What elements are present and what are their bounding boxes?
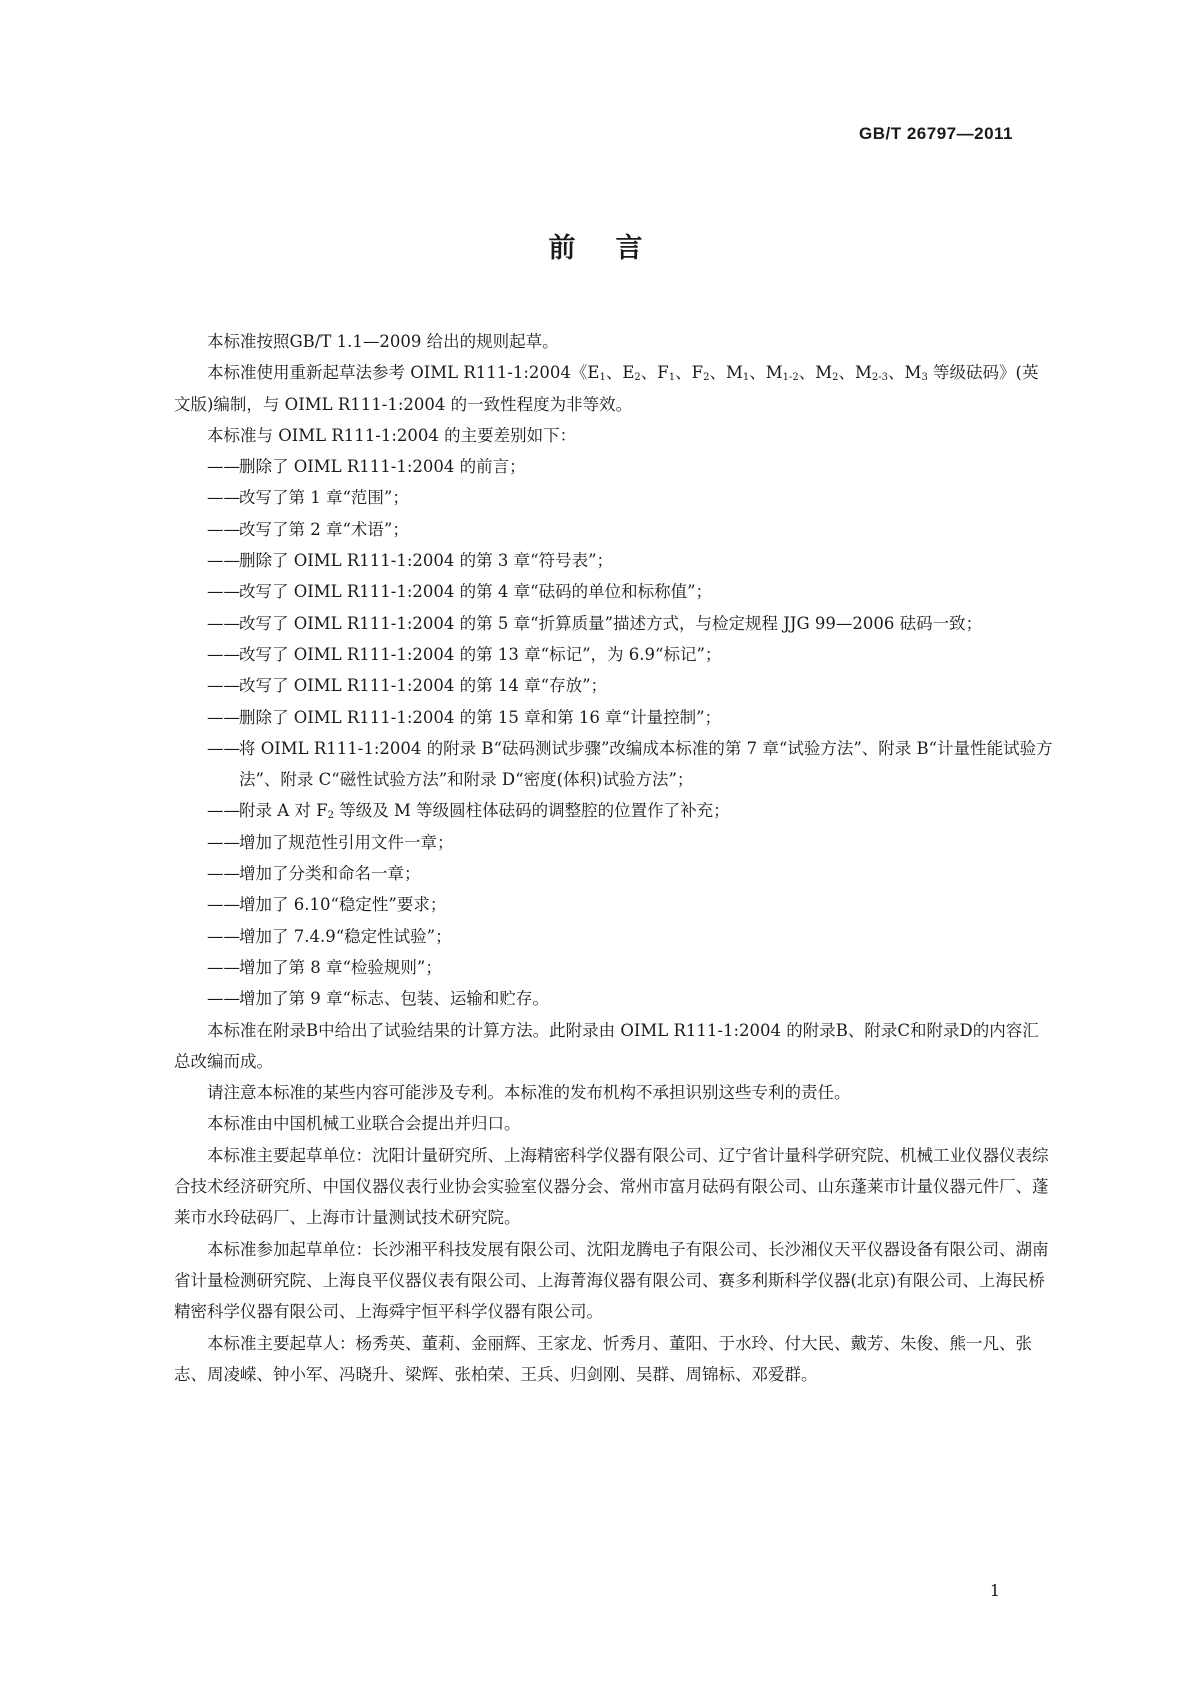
text-run: 、F — [675, 363, 704, 383]
dash-mark: —— — [207, 801, 240, 821]
list-item-text: 增加了 6.10“稳定性”要求； — [239, 895, 447, 915]
list-item — [174, 733, 1054, 796]
subscript: 2-3 — [871, 372, 889, 384]
list-item — [174, 827, 1054, 858]
text-run: 、M — [709, 363, 743, 383]
dash-mark: —— — [207, 707, 240, 727]
dash-mark: —— — [207, 738, 240, 758]
list-item — [174, 889, 1054, 920]
list-item — [174, 952, 1054, 983]
text-run: 、M — [798, 363, 833, 383]
subscript: 3 — [921, 372, 928, 384]
subscript: 1 — [599, 372, 606, 384]
paragraph-main-drafters: 本标准主要起草人：杨秀英、董莉、金丽辉、王家龙、忻秀月、董阳、于水玲、付大民、戴芳、朱俊、熊一凡、张志、周凌嵘、钟小军、冯晓升、梁辉、张柏荣、王兵、归剑刚、吴群、周锦标、邓爱群。 — [174, 1333, 1032, 1384]
paragraph-main-drafting-units: 本标准主要起草单位：沈阳计量研究所、上海精密科学仪器有限公司、辽宁省计量科学研究院、机械工业仪器仪表综合技术经济研究所、中国仪器仪表行业协会实验室仪器分会、常州市富月砝码有限公司、山东蓬莱市计量仪器元件厂、蓬莱市水玲砝码厂、上海市计量测试技术研究院。 — [174, 1145, 1049, 1228]
dash-mark: —— — [207, 864, 240, 884]
page-title: 前言 — [548, 233, 683, 264]
text-run: 、M — [888, 363, 922, 383]
subscript: 2 — [703, 372, 710, 384]
text-run: 本标准使用重新起草法参考 OIML R111-1:2004《E — [207, 363, 600, 383]
list-item-text: 改写了 OIML R111-1:2004 的第 4 章“砝码的单位和标称值”； — [239, 582, 713, 602]
list-item-text: 改写了 OIML R111-1:2004 的第 13 章“标记”，为 6.9“标记”； — [239, 644, 722, 664]
list-item — [174, 858, 1054, 889]
dash-mark: —— — [207, 989, 240, 1009]
subscript: 1 — [668, 372, 676, 384]
text-run: 、M — [749, 363, 783, 383]
paragraph-test-results: 本标准在附录B中给出了试验结果的计算方法。此附录由 OIML R111-1:2004 的附录B、附录C和附录D的内容汇总改编而成。 — [174, 1020, 1039, 1071]
dash-mark: —— — [207, 457, 240, 477]
list-item-text: 删除了 OIML R111-1:2004 的第 3 章“符号表”； — [239, 551, 614, 571]
text-run: 等级砝码》(英文版)编制，与 OIML R111-1:2004 的一致性程度为非等效。 — [174, 363, 1039, 414]
subscript: 1-2 — [782, 372, 799, 384]
list-item-text: 增加了 7.4.9“稳定性试验”； — [239, 926, 452, 946]
dash-mark: —— — [207, 582, 240, 602]
dash-mark: —— — [207, 895, 240, 915]
document-body — [174, 326, 1054, 1390]
list-item-text: 改写了第 2 章“术语”； — [239, 519, 409, 539]
text-run: 、F — [640, 363, 669, 383]
list-item-text: 增加了第 8 章“检验规则”； — [239, 957, 442, 977]
text-run: 、E — [605, 363, 635, 383]
dash-mark: —— — [207, 832, 240, 852]
paragraph-differences-intro: 本标准与 OIML R111-1:2004 的主要差别如下： — [207, 425, 577, 445]
dash-mark: —— — [207, 644, 240, 664]
dash-mark: —— — [207, 926, 240, 946]
list-item — [174, 608, 1054, 639]
subscript: 2 — [832, 372, 839, 384]
list-item-text: 删除了 OIML R111-1:2004 的第 15 章和第 16 章“计量控制”； — [239, 707, 722, 727]
list-item-text: 改写了 OIML R111-1:2004 的第 5 章“折算质量”描述方式，与检定规程 JJG 99—2006 砝码一致； — [239, 613, 983, 633]
list-item-text: 删除了 OIML R111-1:2004 的前言； — [239, 457, 526, 477]
text-run: 、M — [838, 363, 872, 383]
dash-mark: —— — [207, 957, 240, 977]
page-number: 1 — [989, 1581, 1000, 1600]
list-item-text: 附录 A 对 F — [239, 801, 328, 821]
list-item-text: 改写了第 1 章“范围”； — [239, 488, 409, 508]
standard-code: GB/T 26797—2011 — [859, 124, 1013, 143]
dash-mark: —— — [207, 488, 240, 508]
list-item-text: 将 OIML R111-1:2004 的附录 B“砝码测试步骤”改编成本标准的第 7 章“试验方法”、附录 B“计量性能试验方法”、附录 C“磁性试验方法”和附录 D“密度(体积)试验方法”； — [239, 738, 1053, 790]
list-item — [174, 576, 1054, 607]
list-item-text: 增加了分类和命名一章； — [239, 864, 421, 884]
list-item — [174, 639, 1054, 670]
list-item — [174, 921, 1054, 952]
subscript: 1 — [742, 372, 750, 384]
dash-mark: —— — [207, 551, 240, 571]
list-item — [174, 983, 1054, 1014]
list-item-text: 增加了规范性引用文件一章； — [239, 832, 454, 852]
paragraph-drafting-rules: 本标准按照GB/T 1.1—2009 给出的规则起草。 — [207, 332, 559, 351]
list-item — [174, 795, 1054, 826]
list-item-text: 等级及 M 等级圆柱体砝码的调整腔的位置作了补充； — [333, 801, 730, 821]
list-item — [174, 514, 1054, 545]
list-item-text: 增加了第 9 章“标志、包装、运输和贮存。 — [239, 989, 549, 1009]
list-item — [174, 545, 1054, 576]
paragraph-participating-units: 本标准参加起草单位：长沙湘平科技发展有限公司、沈阳龙腾电子有限公司、长沙湘仪天平仪器设备有限公司、湖南省计量检测研究院、上海良平仪器仪表有限公司、上海菁海仪器有限公司、赛多利斯科学仪器(北京)有限公司、上海民桥精密科学仪器有限公司、上海舜宇恒平科学仪器有限公司。 — [174, 1239, 1049, 1322]
paragraph-patent-notice: 请注意本标准的某些内容可能涉及专利。本标准的发布机构不承担识别这些专利的责任。 — [207, 1083, 851, 1103]
paragraph-reference — [174, 357, 1054, 420]
list-item — [174, 482, 1054, 513]
dash-mark: —— — [207, 519, 240, 539]
dash-mark: —— — [207, 613, 240, 633]
paragraph-proposer: 本标准由中国机械工业联合会提出并归口。 — [207, 1114, 521, 1134]
differences-list — [174, 451, 1054, 1014]
dash-mark: —— — [207, 676, 240, 696]
subscript: 2 — [327, 810, 334, 822]
list-item — [174, 670, 1054, 701]
list-item — [174, 451, 1054, 482]
subscript: 2 — [634, 372, 641, 384]
list-item — [174, 702, 1054, 733]
list-item-text: 改写了 OIML R111-1:2004 的第 14 章“存放”； — [239, 676, 608, 696]
